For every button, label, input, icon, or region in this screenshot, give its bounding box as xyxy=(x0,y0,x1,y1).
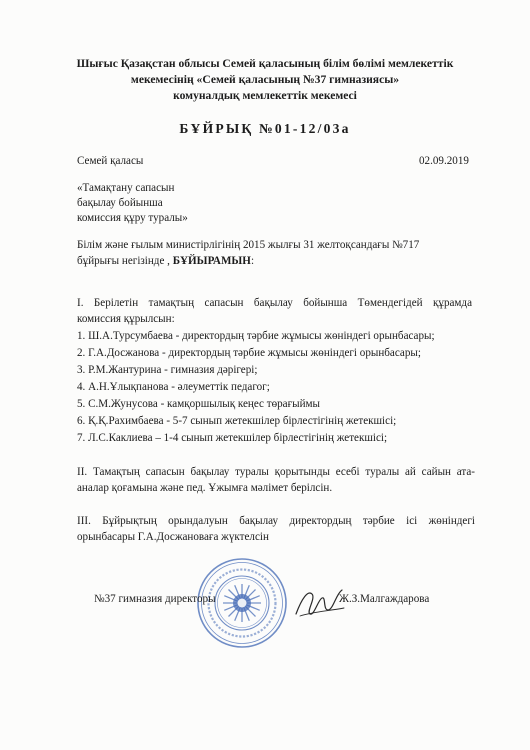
header-line-1: Шығыс Қазақстан облысы Семей қаласының білім бөлімі мемлекеттік xyxy=(76,57,454,70)
section-3-line-2: орынбасары Г.А.Досжановаға жүктелсін xyxy=(77,531,269,543)
member-2: 2. Г.А.Досжанова - директордың тәрбие жұмысы жөніндегі орынбасары; xyxy=(77,347,421,359)
basis-suffix: : xyxy=(250,255,255,267)
signature-position: №37 гимназия директоры xyxy=(94,593,216,605)
order-title: БҰЙРЫҚ №01-12/03а xyxy=(179,121,351,136)
section-1-line-1: I. Берілетін тамақтың сапасын бақылау бойынша Төмендегідей құрамда xyxy=(77,297,472,309)
subject-line-2: бақылау бойынша xyxy=(77,197,163,209)
member-1: 1. Ш.А.Турсумбаева - директордың тәрбие жұмысы жөніндегі орынбасары; xyxy=(77,330,435,342)
section-2-line-2: аналар қоғамына және пед. Ұжымға мәлімет берілсін. xyxy=(77,482,333,494)
signature-name: Ж.З.Малгаждарова xyxy=(339,593,430,605)
subject-line-1: «Тамақтану сапасын xyxy=(77,182,175,194)
subject-line-3: комиссия құру туралы» xyxy=(77,212,188,224)
basis-line-2 xyxy=(77,255,254,267)
member-4: 4. А.Н.Ұлықпанова - әлеуметтік педагог; xyxy=(77,381,270,393)
section-3-line-1: III. Бұйрықтың орындалуын бақылау директордың тәрбие ісі жөніндегі xyxy=(77,515,475,527)
order-date: 02.09.2019 xyxy=(419,155,469,167)
member-7: 7. Л.С.Каклиева – 1-4 сынып жетекшілер бірлестігінің жетекшісі; xyxy=(77,432,388,444)
header-line-2: мекемесінің «Семей қаласының №37 гимназиясы» xyxy=(130,73,400,86)
member-5: 5. С.М.Жунусова - камқоршылық кеңес төрағыймы xyxy=(77,398,321,410)
basis-command: БҰЙЫРАМЫН xyxy=(172,255,251,267)
city: Семей қаласы xyxy=(77,155,144,167)
basis-line-1: Білім және ғылым министірлігінің 2015 жылғы 31 желтоқсандағы №717 xyxy=(77,239,420,251)
member-3: 3. Р.М.Жантурина - гимназия дәрігері; xyxy=(77,364,258,376)
section-2-line-1: II. Тамақтың сапасын бақылау туралы қорытынды есебі туралы ай сайын ата- xyxy=(77,466,475,478)
header-line-3: комуналдық мемлекеттік мекемесі xyxy=(173,89,357,102)
member-6: 6. Қ.Қ.Рахимбаева - 5-7 сынып жетекшілер бірлестігінің жетекшісі; xyxy=(77,415,397,427)
basis-prefix: бұйрығы негізінде , xyxy=(77,255,173,267)
section-1-line-2: комиссия құрылсын: xyxy=(77,313,175,325)
